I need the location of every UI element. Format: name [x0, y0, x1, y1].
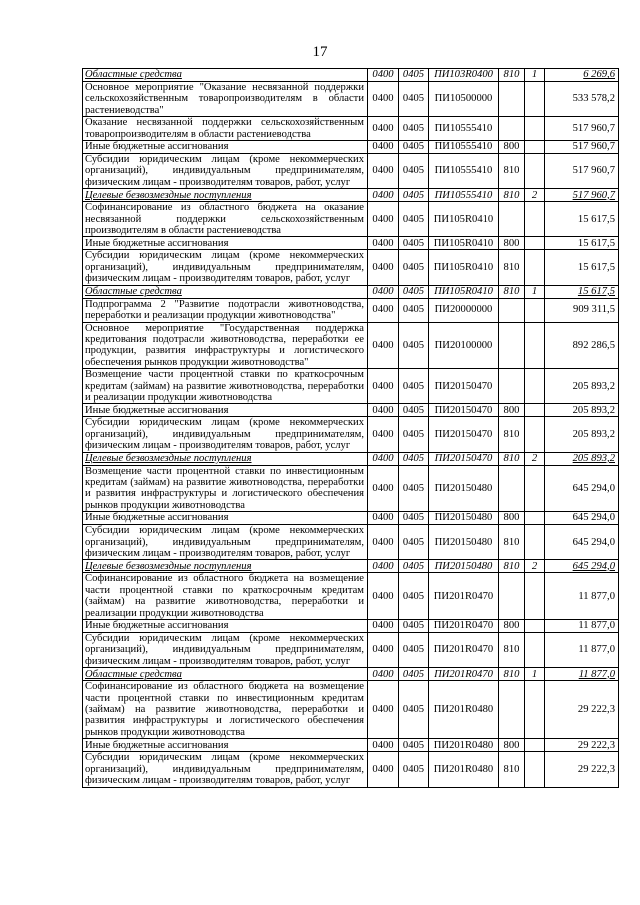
row-section: 0400: [368, 560, 399, 573]
row-source: 1: [525, 285, 545, 298]
row-source: [525, 404, 545, 417]
row-source: [525, 117, 545, 141]
row-amount: 15 617,5: [545, 250, 619, 285]
row-target-code: ПИ201R0470: [429, 668, 499, 681]
row-amount: 205 893,2: [545, 369, 619, 404]
row-target-code: ПИ20150470: [429, 369, 499, 404]
row-amount: 15 617,5: [545, 237, 619, 250]
row-source: [525, 202, 545, 237]
row-expense-type: 800: [499, 620, 525, 633]
row-amount: 517 960,7: [545, 141, 619, 154]
row-source: [525, 633, 545, 668]
row-subsection: 0405: [399, 189, 429, 202]
row-subsection: 0405: [399, 82, 429, 117]
row-target-code: ПИ20100000: [429, 322, 499, 369]
table-row: [83, 237, 619, 250]
row-expense-type: 810: [499, 668, 525, 681]
row-expense-type: 810: [499, 525, 525, 560]
row-expense-type: 800: [499, 404, 525, 417]
row-target-code: ПИ10555410: [429, 141, 499, 154]
table-row: [83, 452, 619, 465]
row-section: 0400: [368, 369, 399, 404]
row-source: [525, 465, 545, 512]
table-row: [83, 668, 619, 681]
row-amount: 517 960,7: [545, 154, 619, 189]
row-amount: 517 960,7: [545, 189, 619, 202]
row-target-code: ПИ20150470: [429, 417, 499, 452]
row-target-code: ПИ105R0410: [429, 202, 499, 237]
row-amount: 11 877,0: [545, 633, 619, 668]
row-source: [525, 298, 545, 322]
row-section: 0400: [368, 465, 399, 512]
row-description: Целевые безвозмездные поступления: [83, 189, 368, 202]
row-source: [525, 752, 545, 787]
row-section: 0400: [368, 250, 399, 285]
row-amount: 645 294,0: [545, 560, 619, 573]
row-section: 0400: [368, 633, 399, 668]
row-description: Иные бюджетные ассигнования: [83, 512, 368, 525]
table-row: [83, 512, 619, 525]
row-expense-type: 810: [499, 633, 525, 668]
row-expense-type: [499, 681, 525, 739]
row-target-code: ПИ20150480: [429, 525, 499, 560]
table-row: [83, 141, 619, 154]
row-section: 0400: [368, 141, 399, 154]
table-row: [83, 465, 619, 512]
row-amount: 645 294,0: [545, 465, 619, 512]
row-description: Субсидии юридическим лицам (кроме некоммерческих организаций), индивидуальным предпринимателям, физическим лицам - производителям товаров, работ, услуг: [83, 633, 368, 668]
row-section: 0400: [368, 154, 399, 189]
table-row: [83, 573, 619, 620]
row-amount: 29 222,3: [545, 739, 619, 752]
row-source: [525, 250, 545, 285]
table-row: [83, 620, 619, 633]
row-source: 2: [525, 452, 545, 465]
row-subsection: 0405: [399, 298, 429, 322]
table-row: [83, 154, 619, 189]
row-expense-type: 810: [499, 452, 525, 465]
row-description: Основное мероприятие "Оказание несвязанной поддержки сельскохозяйственным товаропроизводителям в области растениеводства": [83, 82, 368, 117]
row-section: 0400: [368, 82, 399, 117]
row-subsection: 0405: [399, 69, 429, 82]
row-target-code: ПИ201R0470: [429, 573, 499, 620]
row-description: Субсидии юридическим лицам (кроме некоммерческих организаций), индивидуальным предпринимателям, физическим лицам - производителям товаров, работ, услуг: [83, 417, 368, 452]
row-target-code: ПИ10555410: [429, 189, 499, 202]
row-description: Иные бюджетные ассигнования: [83, 141, 368, 154]
row-subsection: 0405: [399, 322, 429, 369]
row-source: [525, 681, 545, 739]
row-description: Целевые безвозмездные поступления: [83, 452, 368, 465]
row-expense-type: 810: [499, 752, 525, 787]
row-expense-type: [499, 465, 525, 512]
row-description: Основное мероприятие "Государственная поддержка кредитования подотрасли животноводства, переработки ее продукции, развития инфраструктуры и логистического обеспечения рынков продукции животноводства": [83, 322, 368, 369]
row-target-code: ПИ20150480: [429, 512, 499, 525]
table-body: [83, 69, 619, 788]
row-section: 0400: [368, 417, 399, 452]
row-source: 2: [525, 560, 545, 573]
row-section: 0400: [368, 525, 399, 560]
row-section: 0400: [368, 668, 399, 681]
row-source: [525, 417, 545, 452]
table-row: [83, 525, 619, 560]
row-expense-type: [499, 202, 525, 237]
row-description: Софинансирование из областного бюджета на оказание несвязанной поддержки сельскохозяйственным производителям в области растениеводства: [83, 202, 368, 237]
row-source: [525, 739, 545, 752]
row-expense-type: 810: [499, 250, 525, 285]
row-subsection: 0405: [399, 620, 429, 633]
row-source: [525, 512, 545, 525]
row-expense-type: [499, 117, 525, 141]
table-row: [83, 69, 619, 82]
row-source: [525, 141, 545, 154]
row-description: Субсидии юридическим лицам (кроме некоммерческих организаций), индивидуальным предпринимателям, физическим лицам - производителям товаров, работ, услуг: [83, 250, 368, 285]
row-target-code: ПИ201R0470: [429, 620, 499, 633]
table-row: [83, 250, 619, 285]
row-subsection: 0405: [399, 633, 429, 668]
row-target-code: ПИ201R0470: [429, 633, 499, 668]
row-expense-type: 800: [499, 512, 525, 525]
row-description: Софинансирование из областного бюджета на возмещение части процентной ставки по инвестиционным кредитам (займам) на развитие животноводства, переработки и развития инфраструктуры и логистического обеспечения рынков продукции животноводства: [83, 681, 368, 739]
table-row: [83, 560, 619, 573]
row-target-code: ПИ20150470: [429, 452, 499, 465]
row-subsection: 0405: [399, 141, 429, 154]
row-section: 0400: [368, 739, 399, 752]
row-expense-type: [499, 322, 525, 369]
row-amount: 29 222,3: [545, 681, 619, 739]
row-subsection: 0405: [399, 202, 429, 237]
row-amount: 15 617,5: [545, 202, 619, 237]
row-target-code: ПИ105R0410: [429, 237, 499, 250]
row-target-code: ПИ10555410: [429, 154, 499, 189]
row-expense-type: 810: [499, 69, 525, 82]
row-subsection: 0405: [399, 739, 429, 752]
row-target-code: ПИ20150480: [429, 465, 499, 512]
row-target-code: ПИ10500000: [429, 82, 499, 117]
row-subsection: 0405: [399, 512, 429, 525]
row-section: 0400: [368, 404, 399, 417]
row-expense-type: 800: [499, 739, 525, 752]
row-subsection: 0405: [399, 117, 429, 141]
table-row: [83, 298, 619, 322]
row-target-code: ПИ20000000: [429, 298, 499, 322]
row-subsection: 0405: [399, 285, 429, 298]
row-target-code: ПИ105R0410: [429, 285, 499, 298]
table-row: [83, 322, 619, 369]
row-section: 0400: [368, 322, 399, 369]
row-amount: 645 294,0: [545, 512, 619, 525]
row-section: 0400: [368, 573, 399, 620]
row-source: [525, 369, 545, 404]
row-target-code: ПИ10555410: [429, 117, 499, 141]
table-row: [83, 285, 619, 298]
row-description: Подпрограмма 2 "Развитие подотрасли животноводства, переработки и реализации продукции животноводства": [83, 298, 368, 322]
row-source: 1: [525, 69, 545, 82]
row-expense-type: [499, 369, 525, 404]
row-section: 0400: [368, 202, 399, 237]
row-description: Иные бюджетные ассигнования: [83, 620, 368, 633]
row-subsection: 0405: [399, 452, 429, 465]
row-section: 0400: [368, 452, 399, 465]
row-section: 0400: [368, 298, 399, 322]
table-row: [83, 633, 619, 668]
row-amount: 205 893,2: [545, 417, 619, 452]
table-row: [83, 82, 619, 117]
row-subsection: 0405: [399, 681, 429, 739]
row-amount: 6 269,6: [545, 69, 619, 82]
row-section: 0400: [368, 189, 399, 202]
table-row: [83, 117, 619, 141]
row-section: 0400: [368, 117, 399, 141]
row-amount: 15 617,5: [545, 285, 619, 298]
row-subsection: 0405: [399, 237, 429, 250]
row-source: [525, 82, 545, 117]
row-amount: 909 311,5: [545, 298, 619, 322]
row-description: Возмещение части процентной ставки по краткосрочным кредитам (займам) на развитие животноводства, переработки и реализации продукции животноводства: [83, 369, 368, 404]
row-target-code: ПИ201R0480: [429, 752, 499, 787]
row-target-code: ПИ103R0400: [429, 69, 499, 82]
row-description: Оказание несвязанной поддержки сельскохозяйственным товаропроизводителям в области растениеводства: [83, 117, 368, 141]
row-amount: 517 960,7: [545, 117, 619, 141]
table-row: [83, 189, 619, 202]
row-description: Софинансирование из областного бюджета на возмещение части процентной ставки по краткосрочным кредитам (займам) на развитие животноводства, переработки и реализации продукции животноводства: [83, 573, 368, 620]
row-subsection: 0405: [399, 668, 429, 681]
row-amount: 11 877,0: [545, 668, 619, 681]
row-description: Областные средства: [83, 668, 368, 681]
row-source: [525, 322, 545, 369]
row-section: 0400: [368, 512, 399, 525]
row-source: [525, 237, 545, 250]
row-subsection: 0405: [399, 560, 429, 573]
table-row: [83, 404, 619, 417]
row-subsection: 0405: [399, 752, 429, 787]
row-description: Субсидии юридическим лицам (кроме некоммерческих организаций), индивидуальным предпринимателям, физическим лицам - производителям товаров, работ, услуг: [83, 752, 368, 787]
row-amount: 29 222,3: [545, 752, 619, 787]
row-expense-type: 810: [499, 189, 525, 202]
row-subsection: 0405: [399, 404, 429, 417]
row-expense-type: 810: [499, 285, 525, 298]
row-source: 2: [525, 189, 545, 202]
row-subsection: 0405: [399, 465, 429, 512]
row-expense-type: [499, 298, 525, 322]
row-expense-type: [499, 82, 525, 117]
row-expense-type: 810: [499, 560, 525, 573]
row-subsection: 0405: [399, 417, 429, 452]
page-number: 17: [312, 44, 328, 60]
row-subsection: 0405: [399, 525, 429, 560]
row-expense-type: 800: [499, 141, 525, 154]
row-subsection: 0405: [399, 573, 429, 620]
row-section: 0400: [368, 237, 399, 250]
row-source: [525, 573, 545, 620]
table-row: [83, 417, 619, 452]
row-amount: 11 877,0: [545, 620, 619, 633]
row-expense-type: 800: [499, 237, 525, 250]
row-subsection: 0405: [399, 250, 429, 285]
row-section: 0400: [368, 681, 399, 739]
row-description: Иные бюджетные ассигнования: [83, 739, 368, 752]
table-row: [83, 752, 619, 787]
row-subsection: 0405: [399, 154, 429, 189]
row-source: 1: [525, 668, 545, 681]
row-amount: 205 893,2: [545, 404, 619, 417]
table-row: [83, 681, 619, 739]
row-section: 0400: [368, 752, 399, 787]
row-target-code: ПИ20150480: [429, 560, 499, 573]
row-amount: 892 286,5: [545, 322, 619, 369]
row-target-code: ПИ20150470: [429, 404, 499, 417]
row-description: Субсидии юридическим лицам (кроме некоммерческих организаций), индивидуальным предпринимателям, физическим лицам - производителям товаров, работ, услуг: [83, 154, 368, 189]
row-target-code: ПИ201R0480: [429, 739, 499, 752]
row-description: Целевые безвозмездные поступления: [83, 560, 368, 573]
row-description: Областные средства: [83, 285, 368, 298]
row-amount: 533 578,2: [545, 82, 619, 117]
row-description: Областные средства: [83, 69, 368, 82]
row-section: 0400: [368, 69, 399, 82]
row-description: Иные бюджетные ассигнования: [83, 237, 368, 250]
row-description: Иные бюджетные ассигнования: [83, 404, 368, 417]
row-target-code: ПИ201R0480: [429, 681, 499, 739]
row-amount: 645 294,0: [545, 525, 619, 560]
row-source: [525, 525, 545, 560]
row-source: [525, 620, 545, 633]
budget-table: [82, 68, 619, 788]
row-amount: 11 877,0: [545, 573, 619, 620]
row-expense-type: [499, 573, 525, 620]
row-source: [525, 154, 545, 189]
row-subsection: 0405: [399, 369, 429, 404]
row-expense-type: 810: [499, 417, 525, 452]
row-expense-type: 810: [499, 154, 525, 189]
row-section: 0400: [368, 285, 399, 298]
row-section: 0400: [368, 620, 399, 633]
table-row: [83, 369, 619, 404]
row-description: Субсидии юридическим лицам (кроме некоммерческих организаций), индивидуальным предпринимателям, физическим лицам - производителям товаров, работ, услуг: [83, 525, 368, 560]
table-row: [83, 202, 619, 237]
row-amount: 205 893,2: [545, 452, 619, 465]
table-row: [83, 739, 619, 752]
row-target-code: ПИ105R0410: [429, 250, 499, 285]
row-description: Возмещение части процентной ставки по инвестиционным кредитам (займам) на развитие животноводства, переработки и развития инфраструктуры и логистического обеспечения рынков продукции животноводства: [83, 465, 368, 512]
